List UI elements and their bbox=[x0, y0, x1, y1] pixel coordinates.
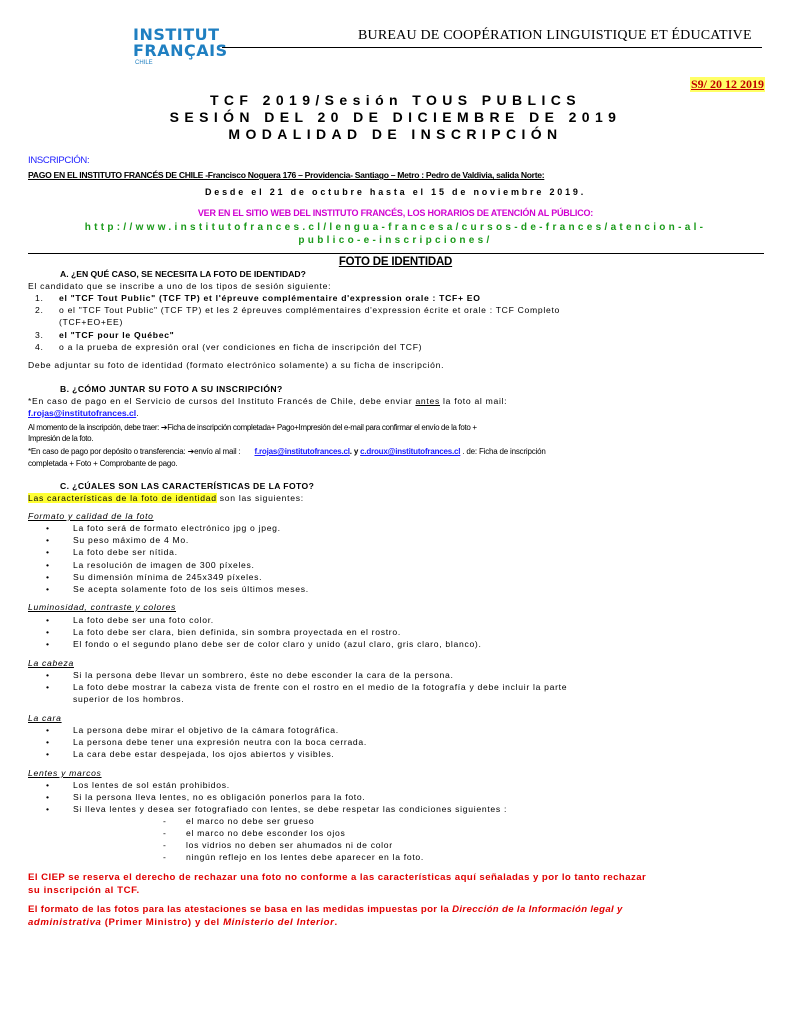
italic-text: administrativa bbox=[28, 917, 102, 928]
inscripcion-label: INSCRIPCIÓN: bbox=[28, 155, 90, 166]
formato-note-line-2 bbox=[28, 916, 338, 929]
email-link-rojas[interactable]: f.rojas@institutofrances.cl bbox=[28, 408, 137, 418]
section-b-heading: B. ¿CÓMO JUNTAR SU FOTO A SU INSCRIPCIÓN? bbox=[60, 384, 283, 394]
item-text: o el "TCF Tout Public" (TCF TP) et les 2 épreuves complémentaires d'expression écrite et orale : TCF Completo bbox=[59, 305, 561, 315]
item-text: el "TCF pour le Québec" bbox=[59, 330, 175, 340]
text-run: . bbox=[136, 408, 139, 418]
section-a-item-4 bbox=[35, 342, 423, 353]
text-run: (Primer Ministro) y del bbox=[101, 917, 224, 928]
cara-item: • La persona debe mirar el objetivo de la cámara fotográfica. bbox=[73, 725, 339, 736]
cabeza-item-cont: superior de los hombros. bbox=[73, 694, 185, 704]
cabeza-item: • Si la persona debe llevar un sombrero, éste no debe esconder la cara de la persona. bbox=[73, 670, 454, 681]
section-b-paragraph-1 bbox=[28, 396, 507, 407]
title-line-1: TCF 2019/Sesión TOUS PUBLICS bbox=[209, 92, 582, 108]
title-line-2: SESIÓN DEL 20 DE DICIEMBRE DE 2019 bbox=[169, 109, 622, 125]
title-line-3: MODALIDAD DE INSCRIPCIÓN bbox=[228, 126, 563, 142]
foto-section-title: FOTO DE IDENTIDAD bbox=[338, 256, 453, 268]
cabeza-item: • La foto debe mostrar la cabeza vista de frente con el rostro en el medio de la fotografía y debe incluir la parte bbox=[73, 682, 567, 693]
section-c-intro bbox=[28, 493, 304, 504]
section-a-item-2-cont: (TCF+EO+EE) bbox=[59, 317, 124, 327]
luminosidad-item: • La foto debe ser una foto color. bbox=[73, 615, 214, 626]
section-b-paragraph-3-cont: completada + Foto + Comprobante de pago. bbox=[28, 459, 178, 468]
item-number: 3. bbox=[35, 330, 44, 340]
lentes-subtitle: Lentes y marcos bbox=[28, 768, 102, 778]
section-a-item-1 bbox=[35, 293, 481, 304]
section-b-paragraph-2: Al momento de la inscripción, debe traer: ➔Ficha de inscripción completada+ Pago+Impresión del e-mail para confirmar el envío de la foto + bbox=[28, 423, 477, 432]
text-run: *En caso de pago en el Servicio de cursos del Instituto Francés de Chile, debe enviar bbox=[28, 396, 416, 406]
section-a-intro: El candidato que se inscribe a uno de los tipos de sesión siguiente: bbox=[28, 281, 332, 291]
cara-subtitle: La cara bbox=[28, 713, 62, 723]
formato-item: • Su peso máximo de 4 Mo. bbox=[73, 535, 189, 546]
formato-item: • La foto será de formato electrónico jpg o jpeg. bbox=[73, 523, 281, 534]
bureau-header: BUREAU DE COOPÉRATION LINGUISTIQUE ET ÉDUCATIVE bbox=[358, 28, 752, 43]
text-run: . bbox=[334, 917, 338, 928]
item-number: 1. bbox=[35, 293, 44, 303]
email-link-droux[interactable]: c.droux@institutofrances.cl bbox=[360, 447, 461, 456]
formato-note-line-1 bbox=[28, 903, 623, 916]
document-reference: S9/ 20 12 2019 bbox=[691, 77, 765, 91]
inscripcion-dates: Desde el 21 de octubre hasta el 15 de noviembre 2019. bbox=[204, 187, 586, 197]
text-run: . de: Ficha de inscripción bbox=[460, 447, 546, 456]
formato-item: • La resolución de imagen de 300 píxeles. bbox=[73, 560, 255, 571]
item-number: 2. bbox=[35, 305, 44, 315]
cara-item: • La cara debe estar despejada, los ojos abiertos y visibles. bbox=[73, 749, 335, 760]
ciep-note-line-1: El CIEP se reserva el derecho de rechazar una foto no conforme a las características aquí señaladas y por lo tanto rechazar bbox=[28, 872, 647, 883]
highlighted-text: Las características de la foto de identidad bbox=[28, 493, 217, 503]
section-divider bbox=[28, 253, 764, 254]
luminosidad-subtitle: Luminosidad, contraste y colores bbox=[28, 602, 177, 612]
cara-item: • La persona debe tener una expresión neutra con la boca cerrada. bbox=[73, 737, 367, 748]
lentes-subitem: - los vidrios no deben ser ahumados ni de color bbox=[186, 840, 393, 851]
formato-subtitle: Formato y calidad de la foto bbox=[28, 511, 154, 521]
section-b-paragraph-2-cont: Impresión de la foto. bbox=[28, 434, 94, 443]
logo-line-2: FRANÇAIS bbox=[133, 41, 228, 60]
email-link-rojas-2[interactable]: f.rojas@institutofrances.cl bbox=[254, 447, 350, 456]
cabeza-subtitle: La cabeza bbox=[28, 658, 74, 668]
formato-item: • Su dimensión mínima de 245x349 píxeles. bbox=[73, 572, 262, 583]
header-divider bbox=[222, 47, 762, 48]
website-link-line-2[interactable]: publico-e-inscripciones/ bbox=[298, 235, 493, 246]
section-a-item-2 bbox=[35, 305, 561, 316]
ciep-note-line-2: su inscripción al TCF. bbox=[28, 885, 140, 896]
text-run: El formato de las fotos para las atestaciones se basa en las medidas impuestas por la bbox=[28, 904, 453, 915]
section-b-paragraph-3 bbox=[28, 446, 546, 457]
item-text: o a la prueba de expresión oral (ver condiciones en ficha de inscripción del TCF) bbox=[59, 342, 423, 352]
text-run: *En caso de pago por depósito o transferencia: ➔envío al mail : bbox=[28, 447, 243, 456]
section-a-item-3 bbox=[35, 330, 175, 341]
text-run: . y bbox=[349, 447, 361, 456]
logo-line-3: CHILE bbox=[135, 60, 153, 66]
lentes-subitem: - el marco no debe ser grueso bbox=[186, 816, 314, 827]
lentes-item: • Si la persona lleva lentes, no es obligación ponerlos para la foto. bbox=[73, 792, 365, 803]
lentes-subitem: - ningún reflejo en los lentes debe aparecer en la foto. bbox=[186, 852, 424, 863]
formato-item: • Se acepta solamente foto de los seis últimos meses. bbox=[73, 584, 309, 595]
luminosidad-item: • La foto debe ser clara, bien definida, sin sombra proyectada en el rostro. bbox=[73, 627, 401, 638]
logo-line-1: INSTITUT bbox=[133, 25, 220, 44]
lentes-item: • Los lentes de sol están prohibidos. bbox=[73, 780, 230, 791]
text-run: la foto al mail: bbox=[439, 396, 508, 406]
lentes-item: • Si lleva lentes y desea ser fotografiado con lentes, se debe respetar las condiciones siguientes : bbox=[73, 804, 507, 815]
text-run: son las siguientes: bbox=[216, 493, 304, 503]
section-a-footer: Debe adjuntar su foto de identidad (formato electrónico solamente) a su ficha de inscripción. bbox=[28, 360, 445, 370]
section-c-heading: C. ¿CÚALES SON LAS CARACTERÍSTICAS DE LA FOTO? bbox=[60, 481, 315, 491]
antes-emphasis: antes bbox=[415, 396, 440, 406]
section-a-heading: A. ¿EN QUÉ CASO, SE NECESITA LA FOTO DE IDENTIDAD? bbox=[60, 269, 306, 279]
website-link-line-1[interactable]: http://www.institutofrances.cl/lengua-francesa/cursos-de-frances/atencion-al- bbox=[84, 222, 707, 233]
formato-item: • La foto debe ser nítida. bbox=[73, 547, 178, 558]
pago-address: PAGO EN EL INSTITUTO FRANCÉS DE CHILE -Francisco Noguera 176 – Providencia- Santiago – Metro : Pedro de Valdivia, salida Norte: bbox=[28, 170, 545, 180]
italic-text: Ministerio del Interior bbox=[223, 917, 335, 928]
institut-francais-logo bbox=[133, 25, 228, 73]
section-b-email-line bbox=[28, 408, 139, 419]
item-number: 4. bbox=[35, 342, 44, 352]
italic-text: Dirección de la Información legal y bbox=[452, 904, 623, 915]
horarios-notice: VER EN EL SITIO WEB DEL INSTITUTO FRANCÉS, LOS HORARIOS DE ATENCIÓN AL PÚBLICO: bbox=[197, 208, 594, 218]
item-text: el "TCF Tout Public" (TCF TP) et l'épreuve complémentaire d'expression orale : TCF+ EO bbox=[59, 293, 481, 303]
luminosidad-item: • El fondo o el segundo plano debe ser de color claro y unido (azul claro, gris claro, blanco). bbox=[73, 639, 482, 650]
lentes-subitem: - el marco no debe esconder los ojos bbox=[186, 828, 345, 839]
